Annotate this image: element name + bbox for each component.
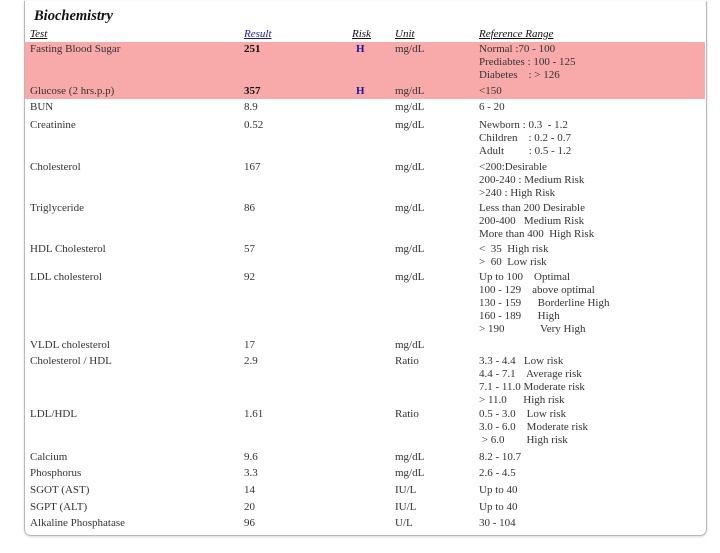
test-unit: IU/L	[395, 501, 417, 513]
test-name: BUN	[30, 101, 54, 113]
test-unit: mg/dL	[395, 202, 425, 214]
reference-range-line: Children : 0.2 - 0.7	[479, 132, 571, 144]
test-result: 86	[244, 202, 255, 214]
table-row	[25, 160, 705, 200]
test-result: 92	[244, 271, 255, 283]
test-unit: mg/dL	[395, 101, 425, 113]
reference-range-line: Normal :70 - 100	[479, 43, 556, 55]
reference-range-line: 0.5 - 3.0 Low risk	[479, 408, 567, 420]
reference-range-line: 7.1 - 11.0 Moderate risk	[479, 381, 585, 393]
reference-range-line: 8.2 - 10.7	[479, 451, 522, 463]
reference-range-line: Up to 100 Optimal	[479, 271, 571, 283]
test-result: 57	[244, 243, 255, 255]
test-result: 9.6	[244, 451, 258, 463]
table-row	[25, 483, 705, 497]
reference-range-line: 6 - 20	[479, 101, 505, 113]
test-name: Creatinine	[30, 119, 76, 131]
test-name: Cholesterol / HDL	[30, 355, 112, 367]
table-row	[25, 242, 705, 269]
test-unit: Ratio	[395, 408, 419, 420]
reference-range-line: 200-400 Medium Risk	[479, 215, 585, 227]
test-result: 2.9	[244, 355, 258, 367]
reference-range-line: 160 - 189 High	[479, 310, 560, 322]
reference-range-line: > 6.0 High risk	[479, 434, 568, 446]
test-result: 17	[244, 339, 255, 351]
reference-range-line: > 60 Low risk	[479, 256, 547, 268]
table-row	[25, 466, 705, 480]
reference-range-line: <150	[479, 85, 502, 97]
test-name: SGOT (AST)	[30, 484, 90, 496]
test-name: LDL/HDL	[30, 408, 78, 420]
test-unit: mg/dL	[395, 467, 425, 479]
reference-range-line: 100 - 129 above optimal	[479, 284, 595, 296]
reference-range-line: 4.4 - 7.1 Average risk	[479, 368, 582, 380]
test-name: VLDL cholesterol	[30, 339, 110, 351]
test-name: Glucose (2 hrs.p.p)	[30, 85, 115, 97]
reference-range-line: Up to 40	[479, 484, 518, 496]
test-unit: mg/dL	[395, 339, 425, 351]
test-unit: mg/dL	[395, 271, 425, 283]
test-name: Calcium	[30, 451, 68, 463]
reference-range-line: 3.3 - 4.4 Low risk	[479, 355, 564, 367]
table-row	[25, 84, 705, 99]
test-unit: mg/dL	[395, 119, 425, 131]
test-name: LDL cholesterol	[30, 271, 102, 283]
reference-range-line: <200:Desirable	[479, 161, 547, 173]
test-unit: mg/dL	[395, 243, 425, 255]
reference-range-line: More than 400 High Risk	[479, 228, 595, 240]
table-row	[25, 201, 705, 241]
test-unit: U/L	[395, 517, 413, 529]
reference-range-line: 200-240 : Medium Risk	[479, 174, 585, 186]
header-risk: Risk	[352, 28, 371, 40]
test-name: SGPT (ALT)	[30, 501, 88, 513]
table-row	[25, 500, 705, 514]
reference-range-line: Less than 200 Desirable	[479, 202, 585, 214]
reference-range-line: 30 - 104	[479, 517, 516, 529]
test-unit: IU/L	[395, 484, 417, 496]
test-result: 167	[244, 161, 261, 173]
table-row	[25, 42, 705, 84]
header-reference-range: Reference Range	[479, 28, 554, 40]
table-row	[25, 450, 705, 464]
test-result: 8.9	[244, 101, 258, 113]
risk-flag: H	[356, 43, 365, 55]
test-result: 251	[244, 43, 261, 55]
reference-range-line: Newborn : 0.3 - 1.2	[479, 119, 568, 131]
section-title: Biochemistry	[34, 8, 113, 24]
test-result: 1.61	[244, 408, 264, 420]
test-unit: mg/dL	[395, 85, 425, 97]
test-name: Cholesterol	[30, 161, 81, 173]
test-result: 357	[244, 85, 261, 97]
reference-range-line: 130 - 159 Borderline High	[479, 297, 610, 309]
test-result: 96	[244, 517, 255, 529]
test-name: HDL Cholesterol	[30, 243, 106, 255]
reference-range-line: >240 : High Risk	[479, 187, 556, 199]
risk-flag: H	[356, 85, 365, 97]
reference-range-line: Adult : 0.5 - 1.2	[479, 145, 572, 157]
reference-range-line: < 35 High risk	[479, 243, 549, 255]
reference-range-line: > 190 Very High	[479, 323, 586, 335]
reference-range-line: Prediabtes : 100 - 125	[479, 56, 576, 68]
test-name: Fasting Blood Sugar	[30, 43, 121, 55]
table-row	[25, 118, 705, 158]
test-name: Alkaline Phosphatase	[30, 517, 126, 529]
table-row	[25, 270, 705, 336]
table-row	[25, 516, 705, 530]
reference-range-line: 3.0 - 6.0 Moderate risk	[479, 421, 589, 433]
table-row	[25, 100, 705, 116]
test-result: 0.52	[244, 119, 264, 131]
test-unit: mg/dL	[395, 451, 425, 463]
test-name: Triglyceride	[30, 202, 84, 214]
reference-range-line: 2.6 - 4.5	[479, 467, 516, 479]
table-row	[25, 407, 705, 447]
header-result: Result	[244, 28, 272, 40]
test-unit: mg/dL	[395, 43, 425, 55]
test-result: 20	[244, 501, 255, 513]
test-unit: mg/dL	[395, 161, 425, 173]
header-test: Test	[30, 28, 48, 40]
test-result: 3.3	[244, 467, 258, 479]
reference-range-line: Up to 40	[479, 501, 518, 513]
table-row	[25, 338, 705, 352]
test-name: Phosphorus	[30, 467, 82, 479]
table-row	[25, 354, 705, 406]
reference-range-line: Diabetes : > 126	[479, 69, 560, 81]
test-result: 14	[244, 484, 255, 496]
header-unit: Unit	[395, 28, 415, 40]
test-unit: Ratio	[395, 355, 419, 367]
reference-range-line: > 11.0 High risk	[479, 394, 565, 406]
